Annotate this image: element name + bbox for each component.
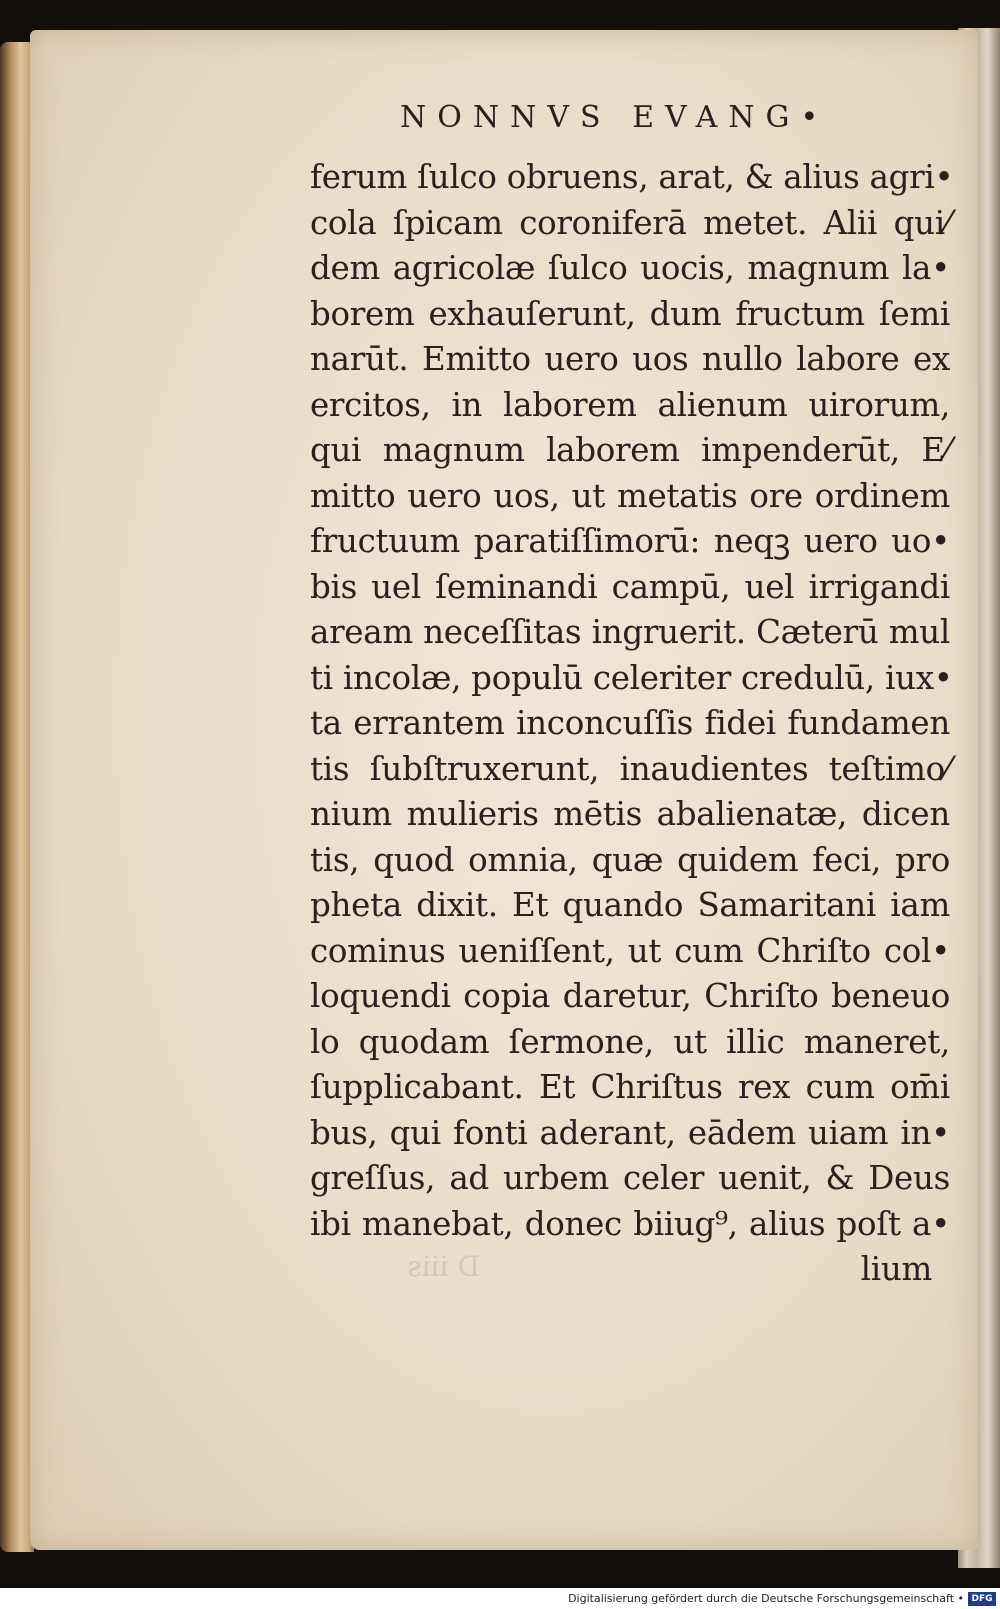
dfg-logo-icon: DFG — [968, 1592, 996, 1606]
text-line: pheta dixit. Et quando Samaritani iam — [310, 886, 950, 924]
text-line: bus, qui fonti aderant, eādem uiam in• — [310, 1113, 950, 1152]
text-line: ercitos, in laborem alienum uirorum, — [310, 385, 950, 424]
text-line: loquendi copia daretur, Chriſto beneuo — [310, 977, 950, 1015]
text-line: dem agricolæ ſulco uocis, magnum la• — [310, 249, 950, 287]
text-line: bis uel ſeminandi campū, uel irrigandi — [310, 567, 950, 606]
text-line: cola ſpicam coroniferā metet. Alii qui⁄ — [310, 203, 950, 242]
text-line: nium mulieris mētis abalienatæ, dicen — [310, 795, 950, 833]
text-line: ta errantem inconcuſſis fidei fundamen — [310, 704, 950, 742]
running-title: NONNVS EVANG• — [400, 100, 830, 135]
text-line: ferum ſulco obruens, arat, & alius agri• — [310, 158, 954, 196]
text-line: narūt. Emitto uero uos nullo labore ex — [310, 340, 950, 378]
text-line: cominus ueniſſent, ut cum Chriſto col• — [310, 931, 950, 970]
text-line: qui magnum laborem impenderūt, E⁄ — [310, 431, 950, 469]
text-line: greſſus, ad urbem celer uenit, & Deus — [310, 1159, 950, 1197]
text-line: fructuum paratiſſimorū: neqꝫ uero uo• — [310, 522, 950, 560]
text-line: borem exhauſerunt, dum fructum ſemi — [310, 294, 950, 333]
text-line: tis, quod omnia, quæ quidem feci, pro — [310, 840, 950, 879]
catchword: lium — [860, 1250, 932, 1288]
text-line: ibi manebat, donec biiug⁹, alius poſt a• — [310, 1204, 950, 1243]
book-binding-edge — [0, 42, 34, 1552]
text-line: ti incolæ, populū celeriter credulū, iux• — [310, 658, 953, 697]
text-line: tis ſubſtruxerunt, inaudientes teſtimo⁄ — [310, 749, 950, 788]
funding-credit: Digitalisierung gefördert durch die Deutsche Forschungsgemeinschaft • — [568, 1592, 964, 1605]
text-line: mitto uero uos, ut metatis ore ordinem — [310, 476, 950, 515]
show-through-ghost-text: D iiis — [407, 1250, 480, 1283]
text-line: ſupplicabant. Et Chriſtus rex cum om̄i — [310, 1068, 950, 1106]
body-text — [310, 155, 954, 1293]
text-line: aream neceſſitas ingruerit. Cæterū mul — [310, 613, 950, 651]
text-line: lo quodam ſermone, ut illic maneret, — [310, 1022, 950, 1061]
